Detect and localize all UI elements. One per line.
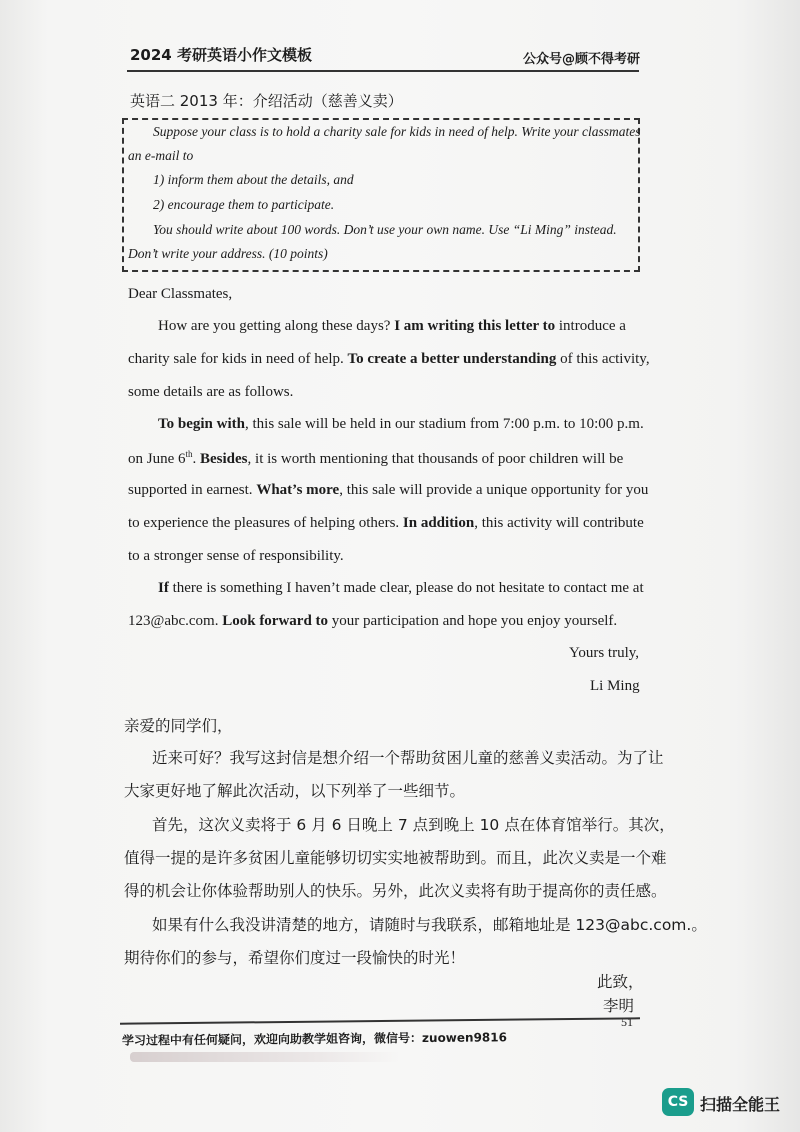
- prompt-line: You should write about 100 words. Don’t use your own name. Use “Li Ming” instead.: [153, 222, 617, 237]
- section-title: 英语二 2013 年：介绍活动（慈善义卖）: [130, 92, 403, 110]
- translation-line: 近来可好？我写这封信是想介绍一个帮助贫困儿童的慈善义卖活动。为了让: [152, 749, 664, 767]
- prompt-line: an e-mail to: [128, 148, 194, 163]
- footer-divider: [120, 1017, 640, 1024]
- letter-line: to experience the pleasures of helping others. In addition, this activity will contribute: [128, 515, 644, 531]
- translation-line: 大家更好地了解此次活动，以下列举了一些细节。: [124, 782, 466, 800]
- prompt-line: 1) inform them about the details, and: [153, 172, 354, 187]
- translation-line: 期待你们的参与，希望你们度过一段愉快的时光！: [124, 949, 466, 967]
- translation-line: 值得一提的是许多贫困儿童能够切切实实地被帮助到。而且，此次义卖是一个难: [124, 849, 667, 867]
- header-divider: [127, 70, 639, 72]
- letter-line: supported in earnest. What’s more, this sale will provide a unique opportunity for you: [128, 482, 649, 498]
- header-title: 2024 考研英语小作文模板: [130, 46, 312, 64]
- scanner-logo-icon: CS: [662, 1088, 694, 1116]
- translation-line: 首先，这次义卖将于 6 月 6 日晚上 7 点到晚上 10 点在体育馆举行。其次，: [152, 816, 675, 834]
- page-number: 51: [621, 1015, 633, 1029]
- letter-line: charity sale for kids in need of help. To create a better understanding of this activity,: [128, 351, 650, 367]
- prompt-line: 2) encourage them to participate.: [153, 197, 335, 212]
- letter-closing: Yours truly,: [569, 645, 640, 661]
- header-account: 公众号@顾不得考研: [523, 52, 641, 67]
- letter-line: some details are as follows.: [128, 384, 294, 400]
- footer-note: 学习过程中有任何疑问，欢迎向助教学姐咨询，微信号：zuowen9816: [121, 1030, 508, 1048]
- letter-greeting: Dear Classmates,: [128, 286, 233, 302]
- letter-line: 123@abc.com. Look forward to your participation and hope you enjoy yourself.: [128, 613, 618, 629]
- translation-line: 得的机会让你体验帮助别人的快乐。另外，此次义卖将有助于提高你的责任感。: [124, 882, 667, 900]
- translation-line: 如果有什么我没讲清楚的地方，请随时与我联系，邮箱地址是 123@abc.com.。: [152, 916, 707, 934]
- letter-line: If there is something I haven’t made clear, please do not hesitate to contact me at: [158, 580, 644, 596]
- letter-line: How are you getting along these days? I am writing this letter to introduce a: [158, 318, 626, 334]
- translation-greeting: 亲爱的同学们，: [124, 717, 233, 735]
- letter-signature: Li Ming: [590, 678, 640, 694]
- translation-signature: 李明: [603, 997, 635, 1015]
- blurred-region: [130, 1052, 400, 1062]
- scanner-watermark-label: 扫描全能王: [700, 1095, 781, 1114]
- letter-line: on June 6th. Besides, it is worth mentioning that thousands of poor children will be: [128, 449, 624, 467]
- translation-closing: 此致，: [597, 973, 644, 991]
- prompt-line: Suppose your class is to hold a charity sale for kids in need of help. Write your classmates: [153, 124, 641, 139]
- letter-line: to a stronger sense of responsibility.: [128, 548, 344, 564]
- letter-line: To begin with, this sale will be held in our stadium from 7:00 p.m. to 10:00 p.m.: [158, 416, 644, 432]
- prompt-line: Don’t write your address. (10 points): [128, 246, 328, 261]
